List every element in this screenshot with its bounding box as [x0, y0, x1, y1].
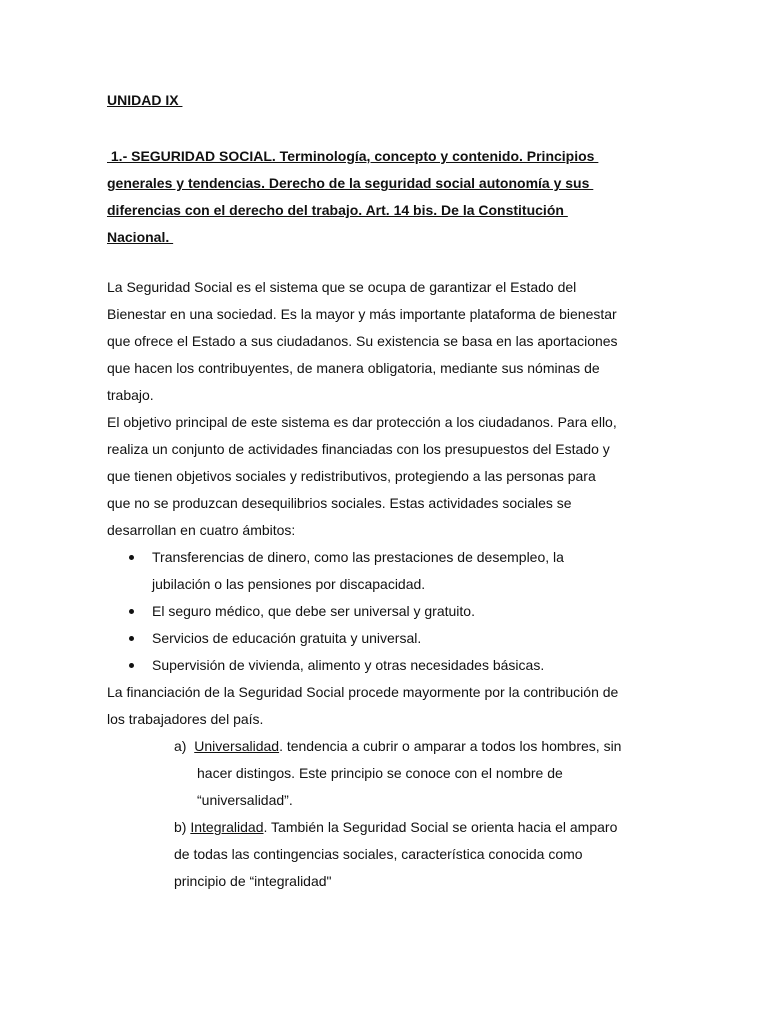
bullet-icon	[129, 609, 134, 614]
item-marker: b)	[174, 819, 191, 835]
paragraph-objective	[107, 409, 667, 544]
principle-term: Integralidad	[190, 819, 264, 835]
paragraph-line: los trabajadores del país.	[107, 711, 264, 727]
paragraph-line: que tienen objetivos sociales y redistributivos, protegiendo a las personas para	[107, 468, 596, 484]
section-heading	[107, 143, 667, 251]
list-item-line: Servicios de educación gratuita y universal.	[152, 630, 422, 646]
bullet-icon	[129, 555, 134, 560]
paragraph-line: La financiación de la Seguridad Social procede mayormente por la contribución de	[107, 684, 619, 700]
paragraph-line: desarrollan en cuatro ámbitos:	[107, 522, 296, 538]
principle-text: . tendencia a cubrir o amparar a todos los hombres, sin	[279, 738, 622, 754]
body-text	[107, 274, 667, 895]
list-item-line: El seguro médico, que debe ser universal y gratuito.	[152, 603, 475, 619]
principle-line	[174, 733, 667, 760]
list-item	[107, 625, 667, 652]
paragraph-line: trabajo.	[107, 387, 154, 403]
list-item	[107, 544, 667, 598]
section-heading-line: Nacional.	[107, 229, 174, 245]
paragraph-line: que ofrece el Estado a sus ciudadanos. Su existencia se basa en las aportaciones	[107, 333, 618, 349]
list-item	[107, 598, 667, 625]
bullet-icon	[129, 663, 134, 668]
unit-title: UNIDAD IX	[107, 92, 183, 108]
principle-item-b	[174, 814, 667, 895]
list-item-line: Supervisión de vivienda, alimento y otras necesidades básicas.	[152, 657, 545, 673]
section-heading-line: 1.- SEGURIDAD SOCIAL. Terminología, concepto y contenido. Principios	[107, 148, 599, 164]
list-item	[107, 652, 667, 679]
principle-item-a	[174, 733, 667, 814]
list-item-line: jubilación o las pensiones por discapacidad.	[152, 576, 426, 592]
paragraph-line: La Seguridad Social es el sistema que se ocupa de garantizar el Estado del	[107, 279, 577, 295]
section-heading-line: generales y tendencias. Derecho de la seguridad social autonomía y sus	[107, 175, 594, 191]
paragraph-line: realiza un conjunto de actividades financiadas con los presupuestos del Estado y	[107, 441, 610, 457]
bullet-icon	[129, 636, 134, 641]
principle-line: principio de “integralidad"	[174, 873, 332, 889]
principle-line	[174, 814, 667, 841]
principle-line: hacer distingos. Este principio se conoce con el nombre de	[197, 765, 563, 781]
paragraph-line: que hacen los contribuyentes, de manera obligatoria, mediante sus nóminas de	[107, 360, 600, 376]
list-item-line: Transferencias de dinero, como las prestaciones de desempleo, la	[152, 549, 564, 565]
principle-term: Universalidad	[194, 738, 280, 754]
paragraph-line: El objetivo principal de este sistema es dar protección a los ciudadanos. Para ello,	[107, 414, 617, 430]
paragraph-intro	[107, 274, 667, 409]
principle-line: “universalidad”.	[197, 792, 293, 808]
bullet-list	[107, 544, 667, 679]
item-marker: a)	[174, 738, 195, 754]
section-heading-line: diferencias con el derecho del trabajo. Art. 14 bis. De la Constitución	[107, 202, 568, 218]
paragraph-line: Bienestar en una sociedad. Es la mayor y más importante plataforma de bienestar	[107, 306, 617, 322]
principle-line: de todas las contingencias sociales, característica conocida como	[174, 846, 583, 862]
principles-list	[107, 733, 667, 895]
paragraph-line: que no se produzcan desequilibrios sociales. Estas actividades sociales se	[107, 495, 572, 511]
paragraph-financing	[107, 679, 667, 733]
principle-text: . También la Seguridad Social se orienta hacia el amparo	[263, 819, 618, 835]
